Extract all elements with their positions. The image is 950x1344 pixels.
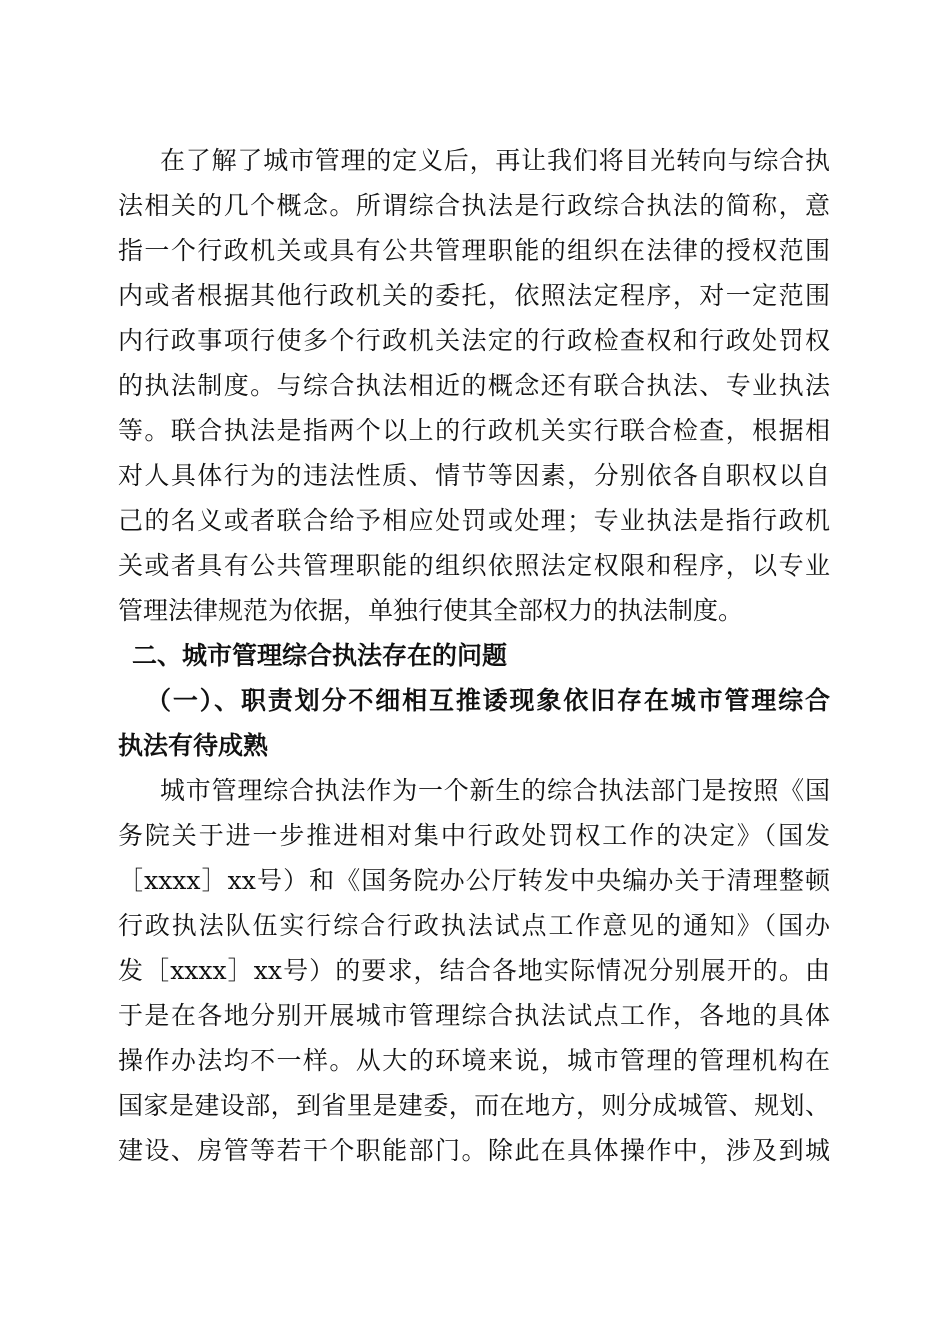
text-line: 己的名义或者联合给予相应处罚或处理；专业执法是指行政机 <box>118 506 830 535</box>
text-line: 管理法律规范为依据，单独行使其全部权力的执法制度。 <box>118 596 744 625</box>
text-line: 内或者根据其他行政机关的委托，依照法定程序，对一定范围 <box>118 281 830 310</box>
document-body <box>118 138 830 1173</box>
text-line: 城市管理综合执法作为一个新生的综合执法部门是按照《国 <box>160 776 830 805</box>
text-line: 法相关的几个概念。所谓综合执法是行政综合执法的简称，意 <box>118 191 830 220</box>
text-line: 国家是建设部，到省里是建委，而在地方，则分成城管、规划、 <box>118 1091 830 1120</box>
subsection-heading-line: （一）、职责划分不细相互推诿现象依旧存在城市管理综合 <box>146 686 830 715</box>
subsection-heading <box>118 678 830 768</box>
text-line: 内行政事项行使多个行政机关法定的行政检查权和行政处罚权 <box>118 326 830 355</box>
text-line: 建设、房管等若干个职能部门。除此在具体操作中，涉及到城 <box>118 1136 830 1165</box>
text-line: 指一个行政机关或具有公共管理职能的组织在法律的授权范围 <box>118 236 830 265</box>
text-line: 等。联合执法是指两个以上的行政机关实行联合检查，根据相 <box>118 416 830 445</box>
text-line: 务院关于进一步推进相对集中行政处罚权工作的决定》（国发 <box>118 821 830 850</box>
text-line: 对人具体行为的违法性质、情节等因素，分别依各自职权以自 <box>118 461 830 490</box>
text-line: 发［xxxx］xx号）的要求，结合各地实际情况分别展开的。由 <box>118 956 830 985</box>
text-line: 在了解了城市管理的定义后，再让我们将目光转向与综合执 <box>160 146 830 175</box>
text-line: 的执法制度。与综合执法相近的概念还有联合执法、专业执法 <box>118 371 830 400</box>
text-line: 操作办法均不一样。从大的环境来说，城市管理的管理机构在 <box>118 1046 830 1075</box>
text-line: 行政执法队伍实行综合行政执法试点工作意见的通知》（国办 <box>118 911 830 940</box>
text-line: 于是在各地分别开展城市管理综合执法试点工作，各地的具体 <box>118 1001 830 1030</box>
text-line: ［xxxx］xx号）和《国务院办公厅转发中央编办关于清理整顿 <box>118 866 830 895</box>
paragraph-problems <box>118 768 830 1173</box>
text-line: 关或者具有公共管理职能的组织依照法定权限和程序，以专业 <box>118 551 830 580</box>
subsection-heading-line: 执法有待成熟 <box>118 731 269 760</box>
paragraph-definitions <box>118 138 830 633</box>
section-heading: 二、城市管理综合执法存在的问题 <box>132 641 508 670</box>
